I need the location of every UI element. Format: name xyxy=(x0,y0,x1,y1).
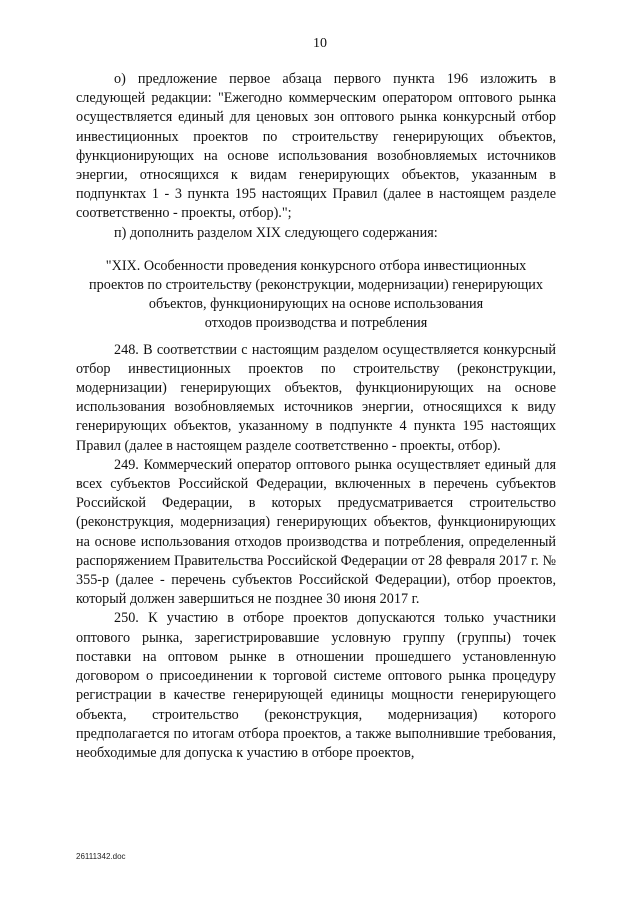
paragraph-248: 248. В соответствии с настоящим разделом осуществляется конкурсный отбор инвестиционных проектов по строительству (реконструкции, модернизации) генерирующих объектов, функционирующих на основе использования возобновляемых источников энергии, относящихся к виду генерирующих объектов, указанному в подпункте 4 пункта 195 настоящих Правил (далее в настоящем разделе соответственно - проекты, отбор). xyxy=(76,341,556,454)
section-title xyxy=(76,257,556,334)
page-number: 10 xyxy=(313,36,327,51)
paragraph-o: о) предложение первое абзаца первого пункта 196 изложить в следующей редакции: "Ежегодно коммерческим оператором оптового рынка осуществляется единый для ценовых зон оптового рынка конкурсный отбор инвестиционных проектов по строительству генерирующих объектов, функционирующих на основе использования возобновляемых источников энергии, относящихся к видам генерирующих объектов, указанным в подпунктах 1 - 3 пункта 195 настоящих Правил (далее в настоящем разделе соответственно - проекты, отбор)."; xyxy=(76,71,556,222)
section-title-line: объектов, функционирующих на основе использования xyxy=(148,296,484,313)
section-title-line: проектов по строительству (реконструкции, модернизации) генерирующих xyxy=(89,277,543,294)
section-title-line: "XIX. Особенности проведения конкурсного отбора инвестиционных xyxy=(105,257,527,274)
paragraph-250: 250. К участию в отборе проектов допускаются только участники оптового рынка, зарегистрировавшие условную группу (группы) точек поставки на оптовом рынке в отношении прошедшего установленную договором о присоединении к торговой системе оптового рынка процедуру регистрации в качестве генерирующей единицы мощности генерирующего объекта, строительство (реконструкция, модернизация) которого предполагается по итогам отбора проектов, а также выполнившие требования, необходимые для допуска к участию в отборе проектов, xyxy=(76,610,556,761)
paragraph-249: 249. Коммерческий оператор оптового рынка осуществляет единый для всех субъектов Российской Федерации, включенных в перечень субъектов Российской Федерации, в которых предусматривается строительство (реконструкция, модернизация) генерирующих объектов, функционирующих на основе использования отходов производства и потребления, определенный распоряжением Правительства Российской Федерации от 28 февраля 2017 г. № 355-р (далее - перечень субъектов Российской Федерации), отбор проектов, который должен завершиться не позднее 30 июня 2017 г. xyxy=(76,456,556,608)
section-title-line: отходов производства и потребления xyxy=(204,315,428,332)
paragraph-p: п) дополнить разделом XIX следующего содержания: xyxy=(114,224,438,241)
document-filename: 26111342.doc xyxy=(76,852,126,861)
document-body xyxy=(76,70,556,763)
